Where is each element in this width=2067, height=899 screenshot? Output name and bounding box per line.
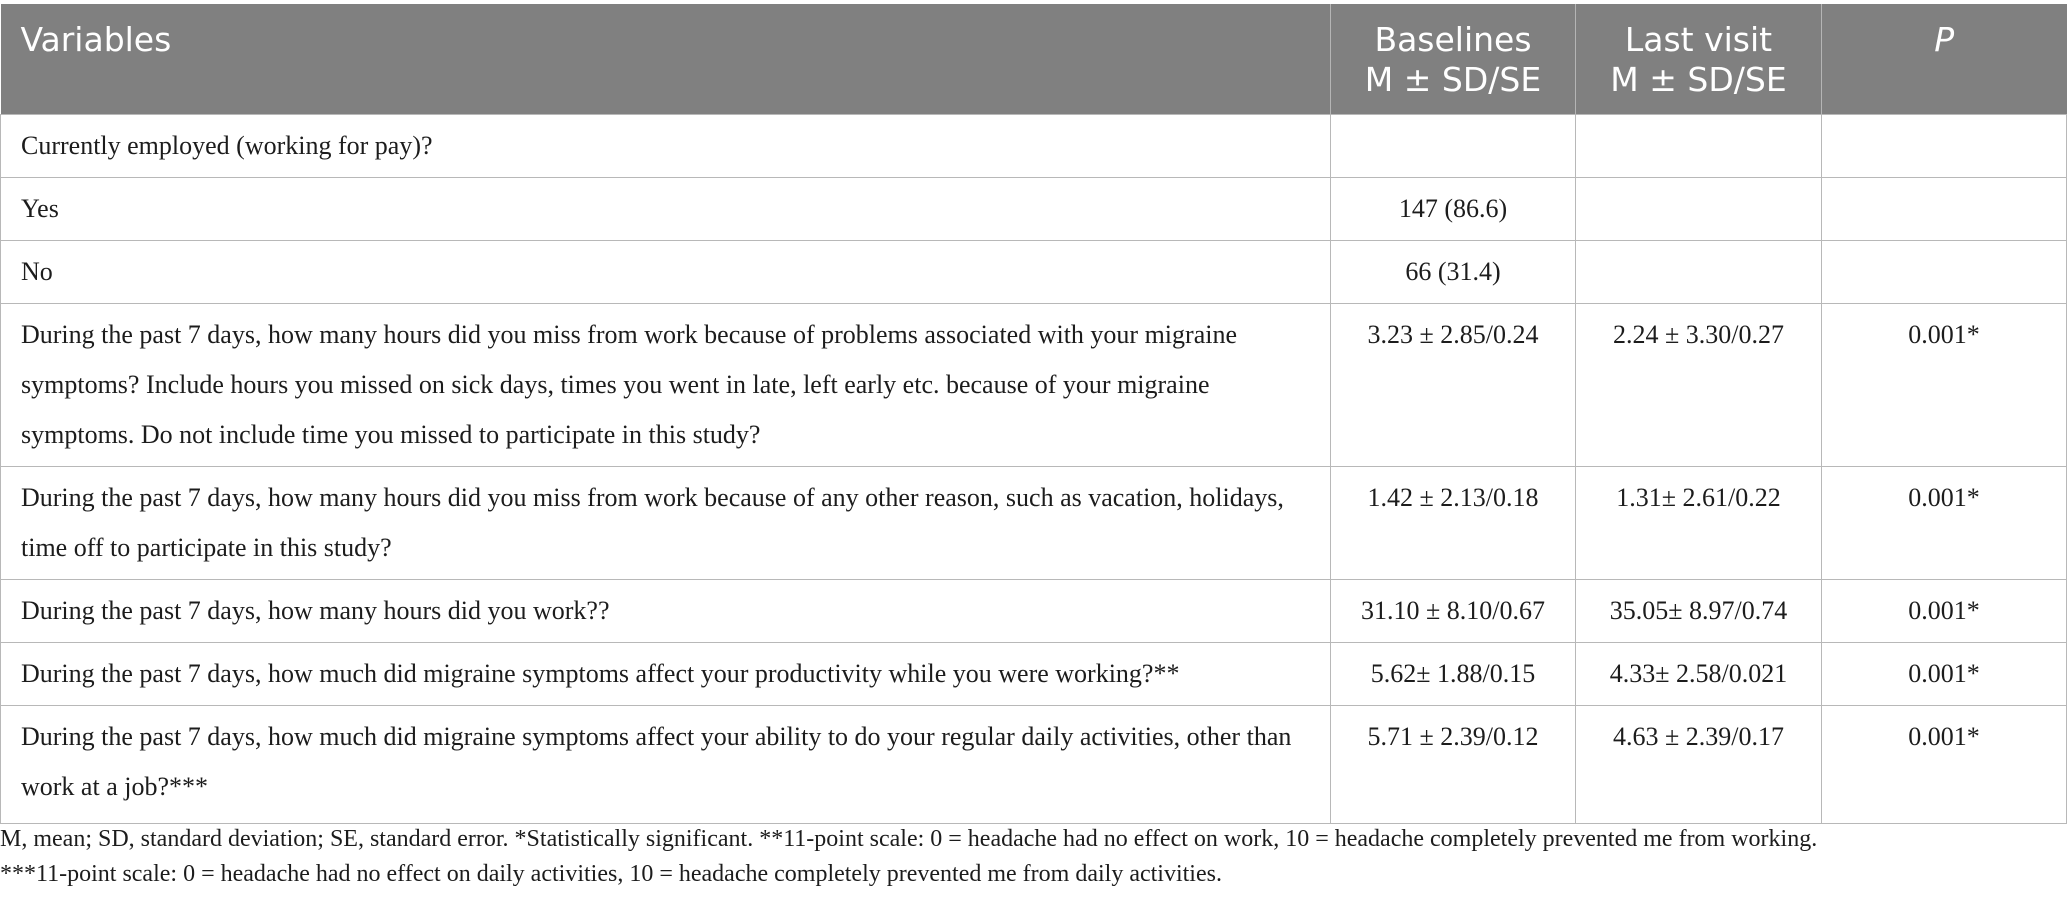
table-row [1,466,2067,579]
cell-baseline: 66 (31.4) [1331,240,1576,303]
cell-p: 0.001* [1822,303,2067,466]
cell-variable: During the past 7 days, how much did migraine symptoms affect your ability to do your regular daily activities, other than work at a job?*** [1,705,1331,823]
header-baselines [1331,4,1576,114]
table-row [1,303,2067,466]
cell-last-visit [1576,114,1822,177]
cell-last-visit [1576,177,1822,240]
cell-variable: Yes [1,177,1331,240]
cell-last-visit: 1.31± 2.61/0.22 [1576,466,1822,579]
table-row [1,579,2067,642]
cell-variable: During the past 7 days, how much did migraine symptoms affect your productivity while you were working?** [1,642,1331,705]
cell-p [1822,240,2067,303]
cell-variable: During the past 7 days, how many hours did you miss from work because of problems associated with your migraine symptoms? Include hours you missed on sick days, times you went in late, left early etc. because of your migraine symptoms. Do not include time you missed to participate in this study? [1,303,1331,466]
header-last-visit-stat: M ± SD/SE [1610,60,1787,99]
header-p [1822,4,2067,114]
cell-baseline: 1.42 ± 2.13/0.18 [1331,466,1576,579]
header-last-visit-title: Last visit [1624,20,1773,59]
cell-last-visit: 4.63 ± 2.39/0.17 [1576,705,1822,823]
cell-last-visit: 2.24 ± 3.30/0.27 [1576,303,1822,466]
cell-p: 0.001* [1822,642,2067,705]
header-baselines-stat: M ± SD/SE [1364,60,1542,99]
cell-p [1822,177,2067,240]
header-variables-label: Variables [20,20,172,59]
cell-last-visit: 35.05± 8.97/0.74 [1576,579,1822,642]
table-row [1,705,2067,823]
cell-last-visit: 4.33± 2.58/0.021 [1576,642,1822,705]
footnote-scale: ***11-point scale: 0 = headache had no effect on daily activities, 10 = headache completely prevented me from daily activities. [0,861,1222,887]
cell-baseline: 3.23 ± 2.85/0.24 [1331,303,1576,466]
cell-baseline: 5.62± 1.88/0.15 [1331,642,1576,705]
cell-p: 0.001* [1822,466,2067,579]
header-variables [1,4,1331,114]
cell-p: 0.001* [1822,579,2067,642]
footnote-abbreviations: M, mean; SD, standard deviation; SE, standard error. *Statistically significant. **11-point scale: 0 = headache had no effect on work, 10 = headache completely prevented me from working. [0,826,1818,852]
cell-p: 0.001* [1822,705,2067,823]
table-header [1,4,2067,114]
table-row [1,240,2067,303]
table-row [1,177,2067,240]
table-body [1,114,2067,823]
cell-variable: Currently employed (working for pay)? [1,114,1331,177]
cell-baseline: 147 (86.6) [1331,177,1576,240]
cell-baseline [1331,114,1576,177]
results-table [0,4,2067,824]
header-baselines-title: Baselines [1374,20,1532,59]
cell-p [1822,114,2067,177]
cell-variable: During the past 7 days, how many hours did you miss from work because of any other reason, such as vacation, holidays, time off to participate in this study? [1,466,1331,579]
cell-variable: No [1,240,1331,303]
cell-last-visit [1576,240,1822,303]
header-p-label: P [1934,20,1955,59]
header-last-visit [1576,4,1822,114]
cell-baseline: 31.10 ± 8.10/0.67 [1331,579,1576,642]
header-row [1,4,2067,114]
table-row [1,642,2067,705]
cell-baseline: 5.71 ± 2.39/0.12 [1331,705,1576,823]
table-row [1,114,2067,177]
cell-variable: During the past 7 days, how many hours did you work?? [1,579,1331,642]
